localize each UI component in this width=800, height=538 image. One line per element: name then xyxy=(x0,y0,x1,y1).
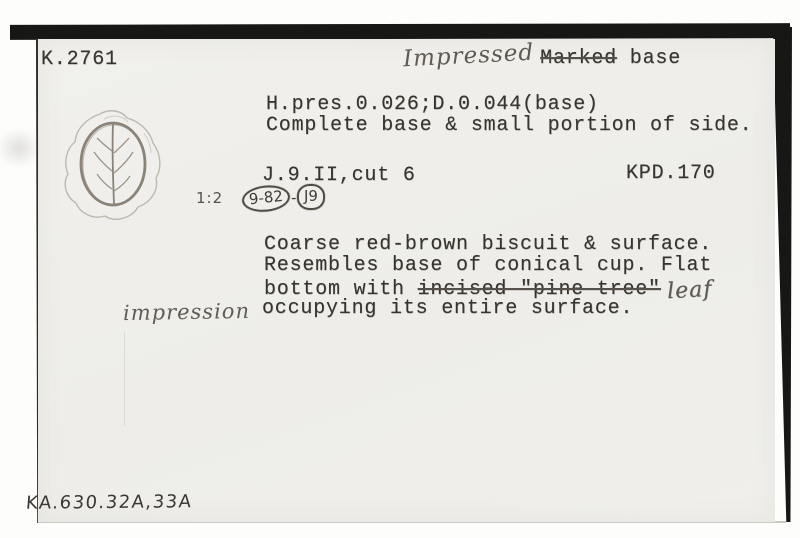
description-line-3-prefix: bottom with xyxy=(264,277,418,301)
sketch-scale-note: 1:2 xyxy=(196,189,224,207)
description-line-1: Coarse red-brown biscuit & surface. xyxy=(264,233,713,256)
circled-note-9-82: 9-82 xyxy=(241,183,292,214)
circled-note-j9: J9 xyxy=(297,184,325,210)
card-right-edge-shadow xyxy=(773,27,792,522)
handwritten-word-leaf: leaf xyxy=(666,276,713,304)
negative-numbers: KA.630.32A,33A xyxy=(25,491,194,514)
title-line xyxy=(402,39,682,73)
handwritten-word-impression: impression xyxy=(122,298,251,326)
condition-line: Complete base & small portion of side. xyxy=(266,114,753,137)
description-line-4: occupying its entire surface. xyxy=(262,297,634,321)
description-line-3 xyxy=(264,276,713,304)
annotation-separator: - xyxy=(290,188,297,207)
leaf-impression-sketch-icon xyxy=(60,107,176,229)
handwritten-correction-impressed: Impressed xyxy=(402,39,535,73)
context-line: J.9.II,cut 6 xyxy=(262,164,416,187)
struck-phrase-incised-pine-tree: incised "pine tree" xyxy=(417,277,661,301)
paper-crease xyxy=(124,332,125,426)
bleed-through-smudge xyxy=(0,128,42,168)
reference-code: KPD.170 xyxy=(626,162,716,185)
pencil-annotation-group xyxy=(242,184,326,213)
title-word-base-text: base xyxy=(629,47,682,70)
measurements-line: H.pres.0.026;D.0.044(base) xyxy=(266,93,599,116)
description-paragraph xyxy=(264,234,712,320)
description-line-2: Resembles base of conical cup. Flat xyxy=(264,254,713,278)
title-word-base xyxy=(617,47,630,70)
card-top-edge-shadow xyxy=(10,23,790,40)
struck-word-marked: Marked xyxy=(540,47,617,70)
catalog-number: K.2761 xyxy=(41,48,118,71)
